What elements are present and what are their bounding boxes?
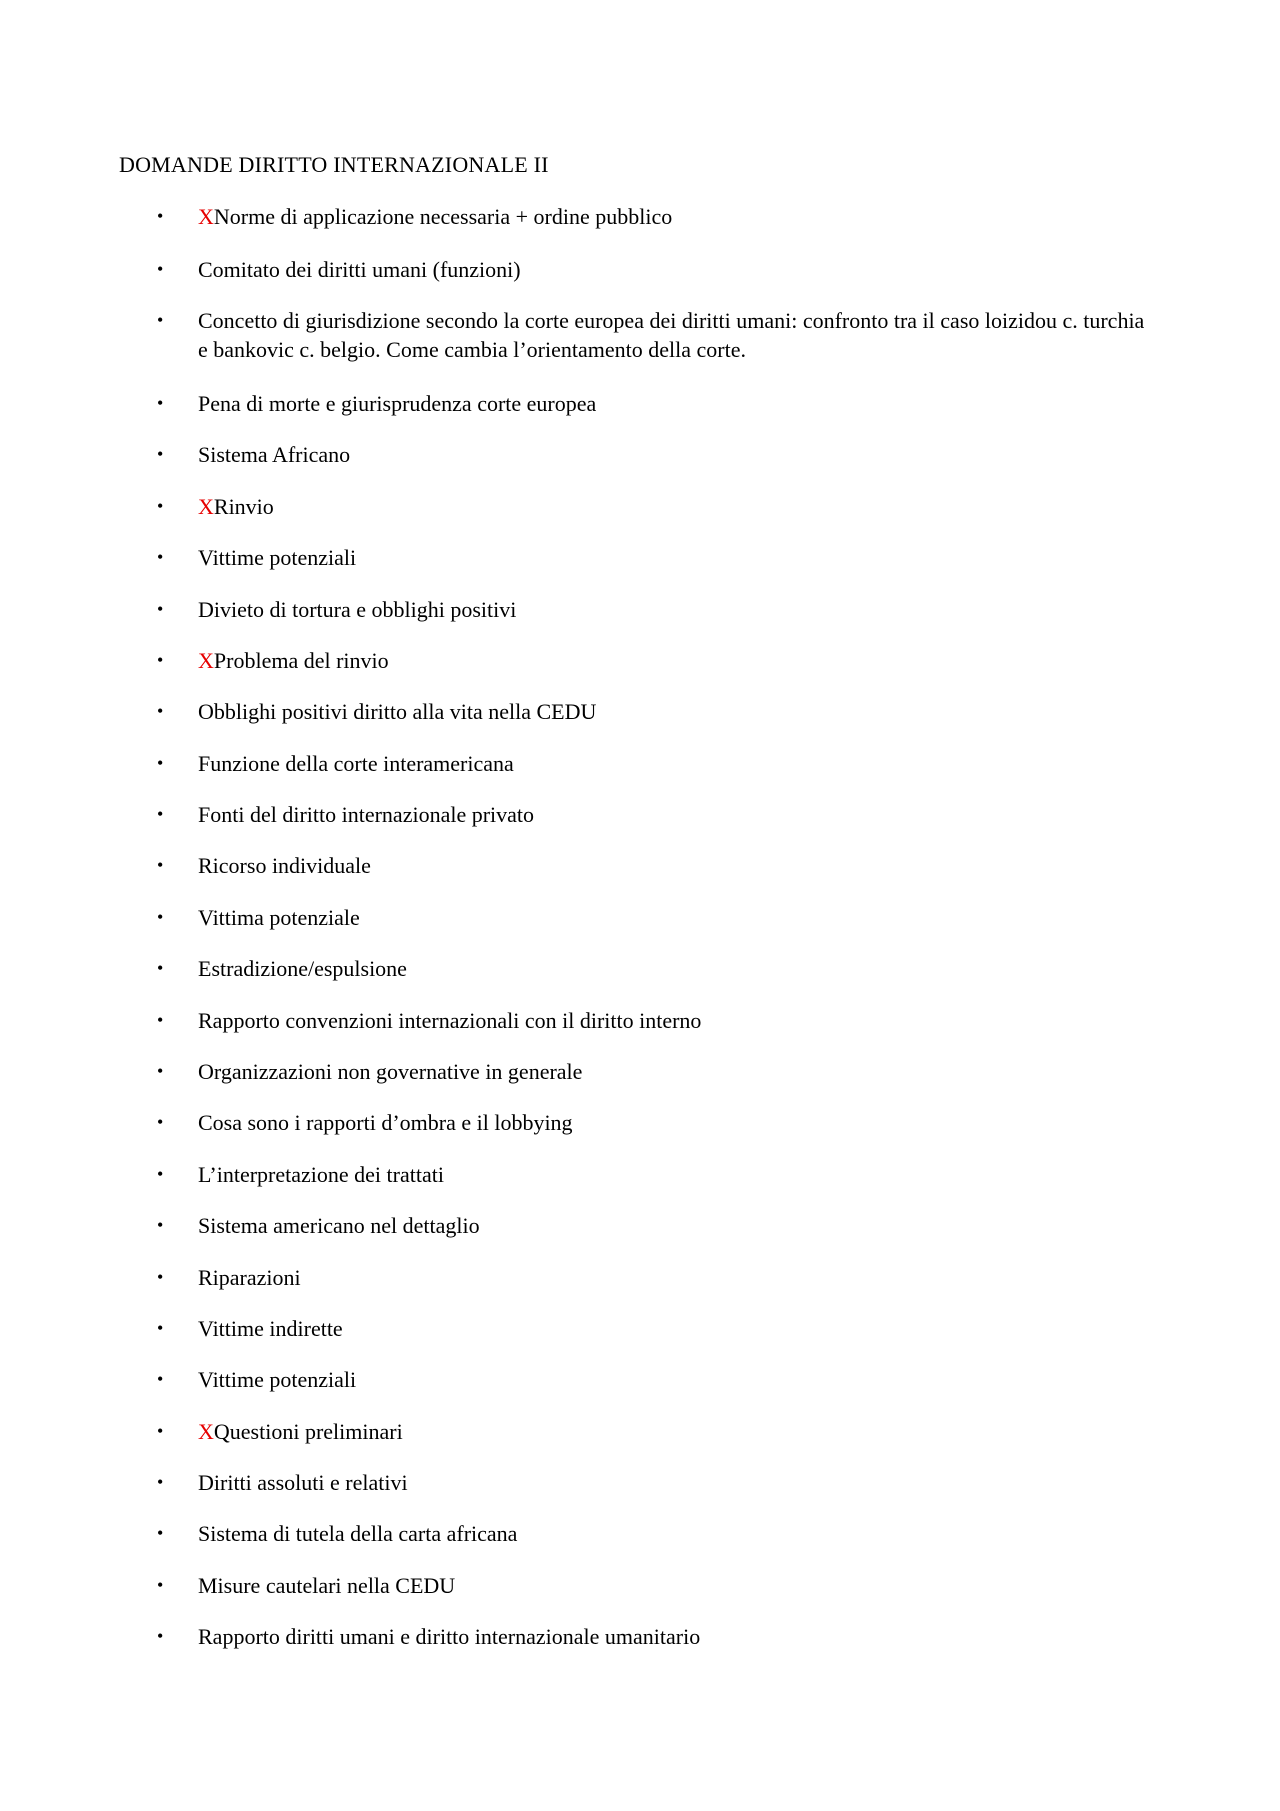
question-text: Rapporto diritti umani e diritto internazionale umanitario — [198, 1624, 701, 1649]
bullet-icon: • — [157, 1215, 164, 1235]
question-text-block — [198, 1417, 1158, 1446]
document-title: DOMANDE DIRITTO INTERNAZIONALE II — [119, 152, 549, 177]
question-text: Rapporto convenzioni internazionali con il diritto interno — [198, 1008, 702, 1033]
bullet-icon: • — [157, 496, 164, 516]
question-text: Sistema Africano — [198, 442, 351, 467]
question-text-block — [198, 1006, 1158, 1035]
bullet-icon: • — [157, 206, 164, 226]
bullet-icon: • — [157, 444, 164, 464]
bullet-icon: • — [157, 1112, 164, 1132]
question-text-block — [198, 1314, 1158, 1343]
bullet-icon: • — [157, 1369, 164, 1389]
question-text-block — [198, 543, 1158, 572]
question-text-block — [198, 1468, 1158, 1497]
bullet-icon: • — [157, 1421, 164, 1441]
question-text-block — [198, 255, 1158, 284]
question-text-block — [198, 1108, 1158, 1137]
question-text: Fonti del diritto internazionale privato — [198, 802, 535, 827]
question-text-block — [198, 492, 1158, 521]
question-text: Obblighi positivi diritto alla vita nella CEDU — [198, 699, 597, 724]
question-text-block — [198, 697, 1158, 726]
bullet-icon: • — [157, 1318, 164, 1338]
question-text: Sistema americano nel dettaglio — [198, 1213, 480, 1238]
bullet-icon: • — [157, 650, 164, 670]
question-text-block — [198, 1571, 1158, 1600]
question-text-block — [198, 202, 1158, 231]
question-text-block — [198, 389, 1158, 418]
question-text-block — [198, 1057, 1158, 1086]
bullet-icon: • — [157, 701, 164, 721]
bullet-icon: • — [157, 1164, 164, 1184]
question-text-block — [198, 1622, 1158, 1651]
bullet-icon: • — [157, 547, 164, 567]
question-text-block — [198, 646, 1158, 675]
bullet-icon: • — [157, 393, 164, 413]
question-text-block — [198, 1263, 1158, 1292]
question-text: Concetto di giurisdizione secondo la corte europea dei diritti umani: confronto tra il caso loizidou c. turchia e bankovic c. belgio. Come cambia l’orientamento della corte. — [198, 308, 1145, 362]
question-text-block — [198, 1365, 1158, 1394]
question-text-block — [198, 306, 1158, 364]
question-text: Comitato dei diritti umani (funzioni) — [198, 257, 521, 282]
bullet-icon: • — [157, 958, 164, 978]
question-text: Riparazioni — [198, 1265, 301, 1290]
bullet-icon: • — [157, 310, 164, 330]
question-text: Cosa sono i rapporti d’ombra e il lobbying — [198, 1110, 573, 1135]
question-text: Estradizione/espulsione — [198, 956, 407, 981]
question-text: Pena di morte e giurisprudenza corte europea — [198, 391, 597, 416]
question-text-block — [198, 954, 1158, 983]
done-mark: X — [198, 494, 214, 519]
question-text-block — [198, 800, 1158, 829]
bullet-icon: • — [157, 1061, 164, 1081]
question-text-block — [198, 749, 1158, 778]
bullet-icon: • — [157, 1575, 164, 1595]
question-text-block — [198, 903, 1158, 932]
question-text: Vittime indirette — [198, 1316, 343, 1341]
question-text: L’interpretazione dei trattati — [198, 1162, 444, 1187]
question-text: Vittima potenziale — [198, 905, 360, 930]
question-text-block — [198, 1211, 1158, 1240]
done-mark: X — [198, 1419, 214, 1444]
question-text-block — [198, 1160, 1158, 1189]
bullet-icon: • — [157, 907, 164, 927]
question-text: Misure cautelari nella CEDU — [198, 1573, 456, 1598]
bullet-icon: • — [157, 753, 164, 773]
question-text: Vittime potenziali — [198, 1367, 357, 1392]
bullet-icon: • — [157, 855, 164, 875]
question-text: Problema del rinvio — [213, 648, 389, 673]
question-text: Rinvio — [213, 494, 274, 519]
question-text: Diritti assoluti e relativi — [198, 1470, 408, 1495]
question-text: Funzione della corte interamericana — [198, 751, 514, 776]
question-text: Norme di applicazione necessaria + ordine pubblico — [213, 204, 673, 229]
question-text: Ricorso individuale — [198, 853, 371, 878]
question-text: Questioni preliminari — [213, 1419, 403, 1444]
bullet-icon: • — [157, 1472, 164, 1492]
bullet-icon: • — [157, 1626, 164, 1646]
question-text-block — [198, 1519, 1158, 1548]
bullet-icon: • — [157, 804, 164, 824]
question-text: Divieto di tortura e obblighi positivi — [198, 597, 517, 622]
question-text: Organizzazioni non governative in generale — [198, 1059, 583, 1084]
question-text: Vittime potenziali — [198, 545, 357, 570]
question-text-block — [198, 851, 1158, 880]
bullet-icon: • — [157, 1267, 164, 1287]
bullet-icon: • — [157, 259, 164, 279]
done-mark: X — [198, 648, 214, 673]
bullet-icon: • — [157, 1010, 164, 1030]
bullet-icon: • — [157, 599, 164, 619]
question-text-block — [198, 440, 1158, 469]
done-mark: X — [198, 204, 214, 229]
question-text-block — [198, 595, 1158, 624]
question-text: Sistema di tutela della carta africana — [198, 1521, 518, 1546]
bullet-icon: • — [157, 1523, 164, 1543]
